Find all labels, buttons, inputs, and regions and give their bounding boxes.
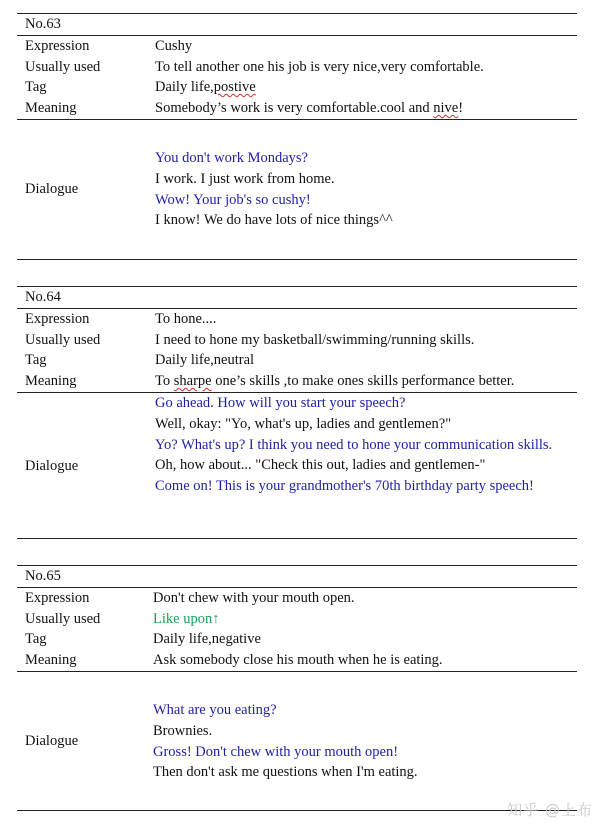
row-label: Meaning — [25, 373, 77, 389]
divider — [17, 259, 577, 260]
dialogue-line: Then don't ask me questions when I'm eating. — [153, 764, 418, 781]
divider — [17, 119, 577, 120]
divider — [17, 538, 577, 539]
dialogue-line: Brownies. — [153, 722, 213, 739]
usage-value: To tell another one his job is very nice,very comfortable. — [155, 59, 484, 75]
dialogue-label: Dialogue — [25, 181, 79, 197]
dialogue-line: What are you eating? — [153, 702, 277, 718]
tag-value: Daily life,negative — [153, 631, 261, 647]
row-label: Usually used — [25, 611, 101, 627]
row-label: Expression — [25, 590, 90, 606]
entry-card — [17, 0, 577, 262]
dialogue-line: Come on! This is your grandmother's 70th birthday party speech! — [155, 478, 534, 495]
dialogue-lines — [153, 700, 568, 783]
entry-number: No.64 — [25, 289, 61, 305]
dialogue-label: Dialogue — [25, 733, 79, 749]
meaning-value: Ask somebody close his mouth when he is eating. — [153, 652, 443, 668]
dialogue-line: Gross! Don't chew with your mouth open! — [153, 743, 399, 760]
dialogue-line: I know! We do have lots of nice things^^ — [155, 212, 393, 229]
spelling-flag: nive — [433, 100, 459, 116]
row-label: Meaning — [25, 100, 77, 116]
expression-value: To hone.... — [155, 311, 217, 327]
divider — [17, 810, 577, 811]
tag-value: Daily life,neutral — [155, 352, 255, 368]
watermark: 知乎 @上布 — [507, 801, 593, 819]
text-segment: To — [155, 373, 174, 389]
spelling-flag: postive — [213, 79, 256, 95]
divider — [17, 13, 577, 14]
dialogue-line: Go ahead. How will you start your speech? — [155, 395, 406, 411]
dialogue-line: Oh, how about... "Check this out, ladies and gentlemen-" — [155, 457, 486, 474]
row-label: Meaning — [25, 652, 77, 668]
entry-card — [17, 565, 577, 815]
divider — [17, 671, 577, 672]
dialogue-line: Well, okay: "Yo, what's up, ladies and gentlemen?" — [155, 415, 452, 432]
row-label: Tag — [25, 79, 47, 95]
meaning-value — [155, 98, 570, 119]
dialogue-line: Yo? What's up? I think you need to hone your communication skills. — [155, 436, 553, 453]
row-label: Expression — [25, 38, 90, 54]
row-label: Usually used — [25, 59, 101, 75]
dialogue-lines — [155, 393, 570, 497]
tag-value — [155, 77, 570, 98]
meaning-value — [155, 371, 570, 392]
expression-value: Don't chew with your mouth open. — [153, 590, 355, 606]
row-label: Usually used — [25, 332, 101, 348]
row-label: Tag — [25, 352, 47, 368]
divider — [17, 565, 577, 566]
row-label: Expression — [25, 311, 90, 327]
divider — [17, 286, 577, 287]
expression-value: Cushy — [155, 38, 193, 54]
row-label: Tag — [25, 631, 47, 647]
text-segment: Daily life, — [155, 79, 214, 95]
text-segment: Somebody’s work is very comfortable.cool and — [155, 100, 434, 116]
dialogue-lines — [155, 148, 570, 231]
dialogue-line: I work. I just work from home. — [155, 170, 335, 187]
usage-value: I need to hone my basketball/swimming/running skills. — [155, 332, 475, 348]
text-segment: one’s skills ,to make ones skills performance better. — [211, 373, 515, 389]
entry-card — [17, 286, 577, 542]
entry-number: No.65 — [25, 568, 61, 584]
entry-number: No.63 — [25, 16, 61, 32]
dialogue-label: Dialogue — [25, 458, 79, 474]
dialogue-line: Wow! Your job's so cushy! — [155, 191, 311, 208]
dialogue-line: You don't work Mondays? — [155, 150, 308, 166]
spelling-flag: sharpe — [173, 373, 212, 389]
usage-value: Like upon↑ — [153, 611, 220, 627]
text-segment: ! — [458, 100, 464, 116]
